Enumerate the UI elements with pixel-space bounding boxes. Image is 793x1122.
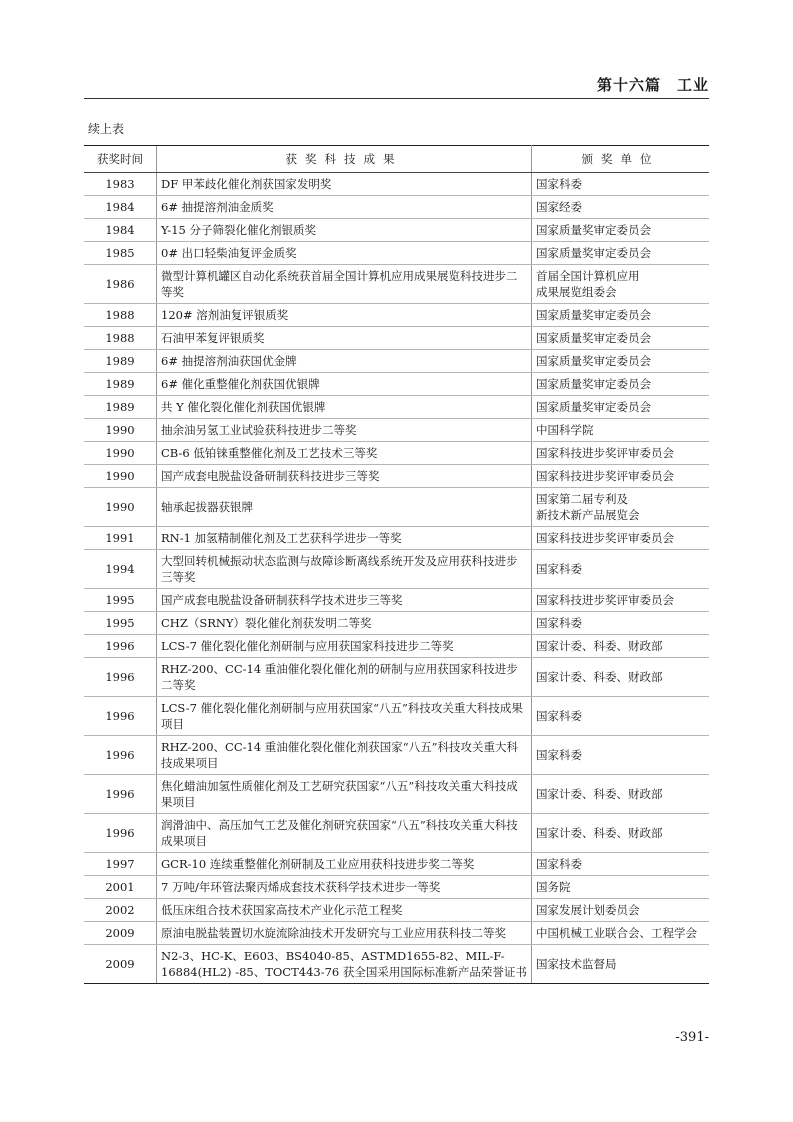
chapter-title: 第十六篇 工业 — [596, 76, 709, 94]
table-row — [84, 736, 709, 775]
award-year-cell: 1991 — [84, 527, 157, 550]
achievement-cell: 石油甲苯复评银质奖 — [157, 327, 532, 350]
organization-cell: 国家科委 — [532, 550, 710, 589]
organization-cell: 国家发展计划委员会 — [532, 899, 710, 922]
column-header-organization: 颁奖单位 — [532, 146, 710, 173]
table-row — [84, 922, 709, 945]
achievement-cell: 轴承起拔器获银牌 — [157, 488, 532, 527]
organization-cell: 国家计委、科委、财政部 — [532, 775, 710, 814]
achievement-cell: 原油电脱盐装置切水旋流除油技术开发研究与工业应用获科技二等奖 — [157, 922, 532, 945]
achievement-cell: 6# 催化重整催化剂获国优银牌 — [157, 373, 532, 396]
award-year-cell: 1996 — [84, 736, 157, 775]
table-row — [84, 527, 709, 550]
achievement-cell: 焦化蜡油加氢性质催化剂及工艺研究获国家“八五”科技攻关重大科技成果项目 — [157, 775, 532, 814]
table-row — [84, 853, 709, 876]
award-year-cell: 1994 — [84, 550, 157, 589]
organization-cell: 国家科委 — [532, 736, 710, 775]
organization-cell: 国家计委、科委、财政部 — [532, 814, 710, 853]
organization-cell: 中国机械工业联合会、工程学会 — [532, 922, 710, 945]
achievement-cell: CHZ（SRNY）裂化催化剂获发明二等奖 — [157, 612, 532, 635]
table-row — [84, 265, 709, 304]
award-year-cell: 1996 — [84, 697, 157, 736]
achievement-cell: LCS-7 催化裂化催化剂研制与应用获国家科技进步二等奖 — [157, 635, 532, 658]
table-row — [84, 899, 709, 922]
achievement-cell: 0# 出口轻柴油复评金质奖 — [157, 242, 532, 265]
award-year-cell: 1988 — [84, 304, 157, 327]
table-row — [84, 697, 709, 736]
header-divider — [84, 98, 709, 99]
table-row — [84, 304, 709, 327]
organization-cell: 国家科委 — [532, 853, 710, 876]
achievement-cell: RN-1 加氢精制催化剂及工艺获科学进步一等奖 — [157, 527, 532, 550]
table-row — [84, 173, 709, 196]
achievement-cell: 低压床组合技术获国家高技术产业化示范工程奖 — [157, 899, 532, 922]
achievement-cell: 微型计算机罐区自动化系统获首届全国计算机应用成果展览科技进步二等奖 — [157, 265, 532, 304]
table-row — [84, 242, 709, 265]
organization-cell: 国家质量奖审定委员会 — [532, 304, 710, 327]
table-row — [84, 775, 709, 814]
table-row — [84, 550, 709, 589]
organization-cell: 首届全国计算机应用 成果展览组委会 — [532, 265, 710, 304]
award-year-cell: 1989 — [84, 396, 157, 419]
award-year-cell: 2001 — [84, 876, 157, 899]
table-row — [84, 442, 709, 465]
award-year-cell: 2009 — [84, 945, 157, 984]
award-year-cell: 1988 — [84, 327, 157, 350]
achievement-cell: 120# 溶剂油复评银质奖 — [157, 304, 532, 327]
table-row — [84, 327, 709, 350]
award-year-cell: 2009 — [84, 922, 157, 945]
table-row — [84, 635, 709, 658]
award-year-cell: 1990 — [84, 488, 157, 527]
achievement-cell: N2-3、HC-K、E603、BS4040-85、ASTMD1655-82、MIL-F-16884(HL2) -85、TOCT443-76 获全国采用国际标准新产品荣誉证书 — [157, 945, 532, 984]
award-year-cell: 1995 — [84, 612, 157, 635]
achievement-cell: 7 万吨/年环管法聚丙烯成套技术获科学技术进步一等奖 — [157, 876, 532, 899]
organization-cell: 国务院 — [532, 876, 710, 899]
award-year-cell: 1996 — [84, 814, 157, 853]
organization-cell: 国家经委 — [532, 196, 710, 219]
award-year-cell: 1986 — [84, 265, 157, 304]
page-number: -391- — [675, 1030, 709, 1045]
award-year-cell: 1990 — [84, 465, 157, 488]
organization-cell: 国家质量奖审定委员会 — [532, 327, 710, 350]
organization-cell: 国家科委 — [532, 697, 710, 736]
table-row — [84, 196, 709, 219]
award-year-cell: 1989 — [84, 373, 157, 396]
achievement-cell: LCS-7 催化裂化催化剂研制与应用获国家“八五”科技攻关重大科技成果项目 — [157, 697, 532, 736]
achievement-cell: Y-15 分子筛裂化催化剂银质奖 — [157, 219, 532, 242]
award-year-cell: 1984 — [84, 196, 157, 219]
achievement-cell: GCR-10 连续重整催化剂研制及工业应用获科技进步奖二等奖 — [157, 853, 532, 876]
table-body — [84, 173, 709, 984]
organization-cell: 国家质量奖审定委员会 — [532, 396, 710, 419]
award-year-cell: 1990 — [84, 442, 157, 465]
organization-cell: 国家质量奖审定委员会 — [532, 242, 710, 265]
award-year-cell: 1990 — [84, 419, 157, 442]
organization-cell: 国家科技进步奖评审委员会 — [532, 465, 710, 488]
table-row — [84, 465, 709, 488]
achievement-cell: 大型回转机械振动状态监测与故障诊断离线系统开发及应用获科技进步三等奖 — [157, 550, 532, 589]
award-year-cell: 1984 — [84, 219, 157, 242]
organization-cell: 国家科委 — [532, 173, 710, 196]
achievement-cell: DF 甲苯歧化催化剂获国家发明奖 — [157, 173, 532, 196]
award-year-cell: 1995 — [84, 589, 157, 612]
table-row — [84, 589, 709, 612]
achievement-cell: RHZ-200、CC-14 重油催化裂化催化剂的研制与应用获国家科技进步二等奖 — [157, 658, 532, 697]
achievement-cell: 国产成套电脱盐设备研制获科技进步三等奖 — [157, 465, 532, 488]
organization-cell: 国家质量奖审定委员会 — [532, 373, 710, 396]
organization-cell: 国家科委 — [532, 612, 710, 635]
table-row — [84, 396, 709, 419]
organization-cell: 国家科技进步奖评审委员会 — [532, 527, 710, 550]
award-year-cell: 1996 — [84, 775, 157, 814]
table-row — [84, 219, 709, 242]
continued-label: 续上表 — [88, 122, 125, 136]
table-row — [84, 945, 709, 984]
organization-cell: 国家科技进步奖评审委员会 — [532, 589, 710, 612]
achievement-cell: 6# 抽提溶剂油金质奖 — [157, 196, 532, 219]
award-year-cell: 1997 — [84, 853, 157, 876]
table-row — [84, 658, 709, 697]
organization-cell: 国家科技进步奖评审委员会 — [532, 442, 710, 465]
award-year-cell: 1996 — [84, 658, 157, 697]
award-year-cell: 2002 — [84, 899, 157, 922]
achievement-cell: 共 Y 催化裂化催化剂获国优银牌 — [157, 396, 532, 419]
achievement-cell: 国产成套电脱盐设备研制获科学技术进步三等奖 — [157, 589, 532, 612]
award-year-cell: 1983 — [84, 173, 157, 196]
achievement-cell: 润滑油中、高压加气工艺及催化剂研究获国家“八五”科技攻关重大科技成果项目 — [157, 814, 532, 853]
table-row — [84, 814, 709, 853]
column-header-year: 获奖时间 — [84, 146, 157, 173]
table-row — [84, 373, 709, 396]
table-row — [84, 350, 709, 373]
table-row — [84, 612, 709, 635]
award-year-cell: 1989 — [84, 350, 157, 373]
organization-cell: 国家计委、科委、财政部 — [532, 658, 710, 697]
organization-cell: 国家第二届专利及 新技术新产品展览会 — [532, 488, 710, 527]
award-year-cell: 1985 — [84, 242, 157, 265]
table-row — [84, 876, 709, 899]
achievement-cell: RHZ-200、CC-14 重油催化裂化催化剂获国家“八五”科技攻关重大科技成果项目 — [157, 736, 532, 775]
organization-cell: 国家质量奖审定委员会 — [532, 219, 710, 242]
organization-cell: 国家计委、科委、财政部 — [532, 635, 710, 658]
column-header-achievement: 获奖科技成果 — [157, 146, 532, 173]
table-row — [84, 488, 709, 527]
awards-table — [84, 145, 709, 984]
achievement-cell: 抽余油另氢工业试验获科技进步二等奖 — [157, 419, 532, 442]
organization-cell: 国家质量奖审定委员会 — [532, 350, 710, 373]
award-year-cell: 1996 — [84, 635, 157, 658]
table-row — [84, 419, 709, 442]
table-header-row — [84, 146, 709, 173]
organization-cell: 中国科学院 — [532, 419, 710, 442]
achievement-cell: CB-6 低铂铼重整催化剂及工艺技术三等奖 — [157, 442, 532, 465]
organization-cell: 国家技术监督局 — [532, 945, 710, 984]
achievement-cell: 6# 抽提溶剂油获国优金牌 — [157, 350, 532, 373]
